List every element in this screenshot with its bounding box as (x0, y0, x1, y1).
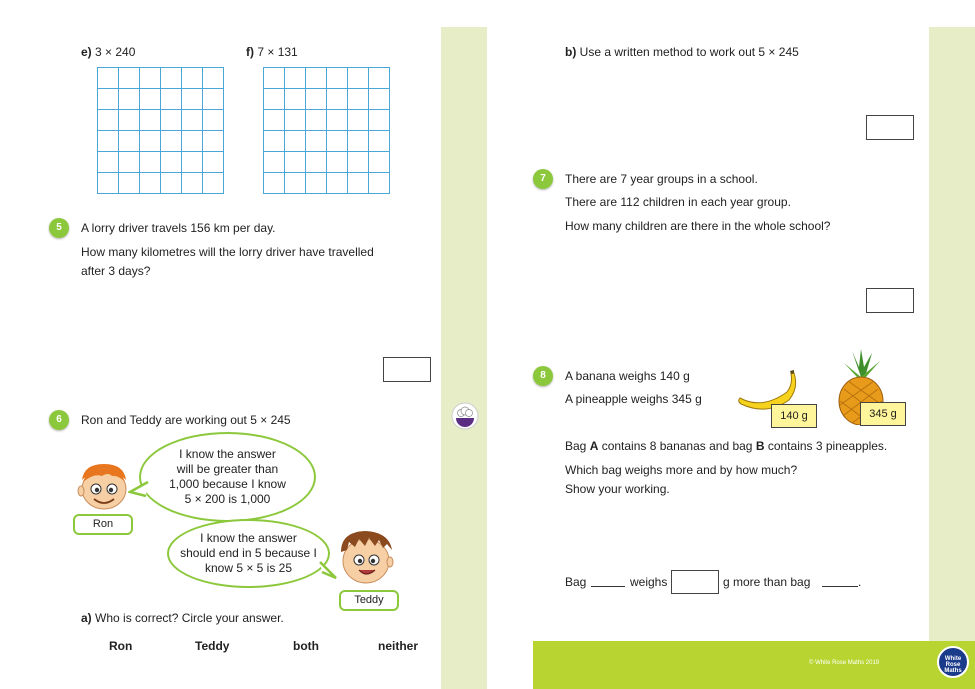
q6-line1: Ron and Teddy are working out 5 × 245 (81, 413, 291, 427)
teddy-speech-bubble (167, 519, 330, 588)
q8-line5: Show your working. (565, 482, 670, 496)
q8-line3-part: Bag (565, 439, 590, 453)
ron-bubble-tail (128, 480, 150, 502)
q8-answer-more-label: g more than bag (723, 575, 811, 589)
q8-answer-end: . (858, 575, 862, 589)
bag-a-label: A (589, 439, 599, 453)
ron-name-box: Ron (73, 514, 133, 535)
q8-answer-bag-blank[interactable] (591, 575, 625, 587)
q8-answer-bag2-blank[interactable] (822, 575, 858, 587)
ron-speech-line: will be greater than (176, 462, 279, 476)
option-ron[interactable]: Ron (109, 639, 133, 653)
q4f-text: 7 × 131 (257, 45, 298, 59)
q8-line3-part: contains 3 pineapples. (764, 439, 888, 453)
question-6-number: 6 (49, 410, 69, 430)
teddy-speech-line: should end in 5 because I (180, 546, 317, 560)
ron-speech-bubble (139, 432, 316, 522)
teddy-name-box: Teddy (339, 590, 399, 611)
logo-text-line: Rose (945, 662, 961, 668)
bag-b-label: B (755, 439, 765, 453)
q4e-label: e) (81, 45, 92, 59)
teddy-speech-line: I know the answer (200, 531, 297, 545)
teddy-avatar (335, 528, 397, 586)
q5-line2: How many kilometres will the lorry driver have travelled (81, 245, 374, 259)
q7-line3: How many children are there in the whole school? (565, 219, 831, 233)
footer-copyright: © White Rose Maths 2019 (809, 660, 880, 666)
option-teddy[interactable]: Teddy (195, 639, 230, 653)
q8-line1: A banana weighs 140 g (565, 369, 690, 383)
banana-price-tag: 140 g (771, 404, 817, 428)
q5-line1: A lorry driver travels 156 km per day. (81, 221, 276, 235)
q8-line3 (565, 439, 887, 453)
footer-bar (533, 641, 975, 689)
ron-speech-line: I know the answer (179, 447, 276, 461)
ron-avatar (74, 460, 132, 512)
q8-answer-weight-box[interactable] (671, 570, 719, 594)
q4e-text: 3 × 240 (95, 45, 136, 59)
q8-line3-part: contains 8 bananas and bag (598, 439, 756, 453)
q6a-label: a) (81, 611, 92, 625)
right-page-margin-strip (929, 27, 975, 689)
q5-line3: after 3 days? (81, 264, 151, 278)
left-page-margin-strip (441, 27, 487, 689)
q8-answer-bag-label: Bag (565, 575, 587, 589)
white-rose-maths-logo (937, 646, 969, 678)
q7-line2: There are 112 children in each year group. (565, 195, 791, 209)
ron-speech-line: 1,000 because I know (169, 477, 286, 491)
q7-answer-box[interactable] (866, 288, 914, 313)
q4e-heading (81, 45, 135, 59)
ron-speech-line: 5 × 200 is 1,000 (184, 492, 271, 506)
pineapple-price-tag: 345 g (860, 402, 906, 426)
q5-answer-box[interactable] (383, 357, 431, 382)
option-both[interactable]: both (293, 639, 319, 653)
q6b-answer-box[interactable] (866, 115, 914, 140)
logo-text-line: Maths (944, 668, 962, 674)
q4e-working-grid[interactable] (97, 67, 224, 194)
q6a-question (81, 611, 284, 625)
question-5-number: 5 (49, 218, 69, 238)
logo-text-line: White (944, 656, 962, 662)
q4f-heading (246, 45, 298, 59)
q8-line2: A pineapple weighs 345 g (565, 392, 702, 406)
teddy-speech-line: know 5 × 5 is 25 (204, 561, 293, 575)
q4f-label: f) (246, 45, 254, 59)
q6b-question (565, 45, 799, 59)
q6b-text: Use a written method to work out 5 × 245 (579, 45, 799, 59)
question-7-number: 7 (533, 169, 553, 189)
q6b-label: b) (565, 45, 577, 59)
q8-answer-weighs-label: weighs (630, 575, 668, 589)
option-neither[interactable]: neither (378, 639, 419, 653)
book-binding-logo (451, 402, 479, 430)
q4f-working-grid[interactable] (263, 67, 390, 194)
q7-line1: There are 7 year groups in a school. (565, 172, 758, 186)
q6a-text: Who is correct? Circle your answer. (95, 611, 284, 625)
q8-line4: Which bag weighs more and by how much? (565, 463, 798, 477)
question-8-number: 8 (533, 366, 553, 386)
